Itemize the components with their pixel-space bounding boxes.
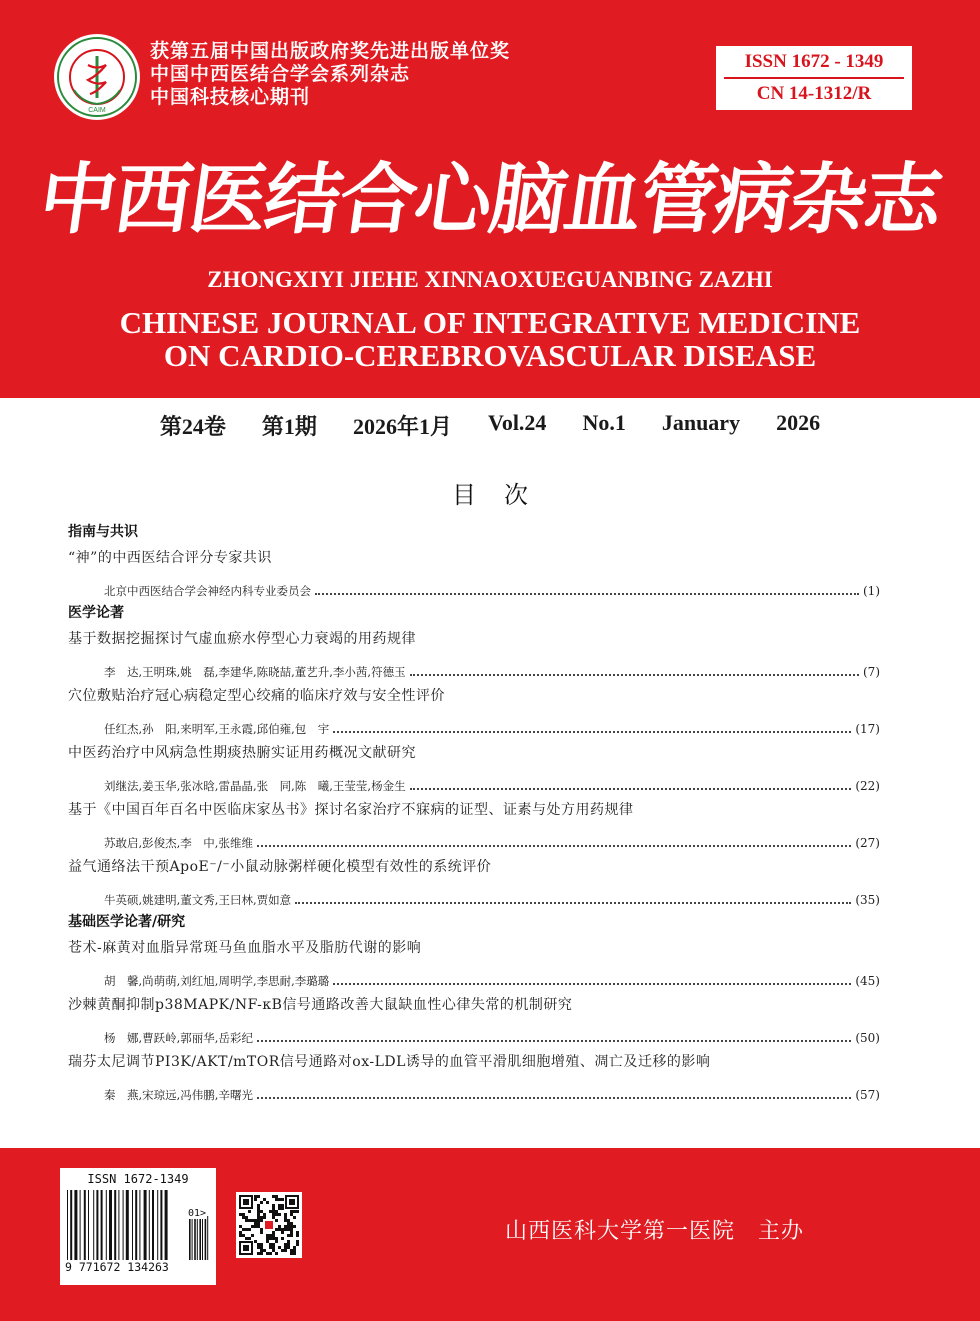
article-page[interactable]: (7) — [863, 665, 880, 679]
emblem-icon — [52, 32, 142, 122]
article-title[interactable]: 基于《中国百年百名中医临床家丛书》探讨名家治疗不寐病的证型、证素与处方用药规律 — [68, 802, 634, 818]
dot-leader — [333, 983, 851, 985]
article-authors-row — [68, 882, 880, 910]
dot-leader — [410, 674, 859, 676]
article-page[interactable]: (1) — [863, 584, 880, 598]
barcode-addon: 01> — [187, 1208, 206, 1219]
honor-line: 获第五届中国出版政府奖先进出版单位奖 — [150, 40, 511, 62]
barcode-graphic — [65, 1190, 211, 1260]
article-authors-row — [68, 711, 880, 739]
article-page[interactable]: (57) — [855, 1088, 880, 1102]
honor-line: 中国科技核心期刊 — [150, 86, 311, 108]
qr-code[interactable] — [236, 1192, 302, 1258]
article-page[interactable]: (22) — [855, 779, 880, 793]
barcode-bars — [65, 1190, 211, 1260]
article-page[interactable]: (17) — [855, 722, 880, 736]
article-page[interactable]: (45) — [855, 974, 880, 988]
article-page[interactable]: (50) — [855, 1031, 880, 1045]
article-title[interactable]: 益气通络法干预ApoE⁻/⁻小鼠动脉粥样硬化模型有效性的系统评价 — [68, 859, 492, 875]
journal-title-pinyin: ZHONGXIYI JIEHE XINNAOXUEGUANBING ZAZHI — [207, 267, 773, 292]
volume-cn: 第24卷 — [159, 414, 226, 439]
article-title[interactable]: 中医药治疗中风病急性期痰热腑实证用药概况文献研究 — [68, 745, 416, 761]
dot-leader — [257, 845, 851, 847]
article-authors-row — [68, 768, 880, 796]
year-en: 2026 — [776, 410, 821, 435]
article-authors: 苏敢启,彭俊杰,李 中,张维维 — [104, 836, 253, 850]
article-authors: 胡 馨,尚萌萌,刘红旭,周明学,李思耐,李璐璐 — [104, 974, 330, 988]
article-authors: 牛英硕,姚建明,董文秀,王曰林,贾如意 — [104, 893, 292, 907]
article-authors-row — [68, 825, 880, 853]
article-authors-row — [68, 573, 880, 601]
journal-title-chinese: 中西医结合心脑血管病杂志 — [33, 155, 947, 245]
article-authors: 杨 娜,曹跃岭,郭丽华,岳彩纪 — [104, 1031, 253, 1045]
journal-title-english — [0, 306, 980, 372]
article-page[interactable]: (35) — [855, 893, 880, 907]
article-authors-row — [68, 963, 880, 991]
article-authors: 秦 燕,宋琼远,冯伟鹏,辛曙光 — [104, 1088, 253, 1102]
journal-title-english-line2: ON CARDIO-CEREBROVASCULAR DISEASE — [163, 338, 817, 373]
article-title[interactable]: “神”的中西医结合评分专家共识 — [68, 550, 272, 566]
article-authors: 刘继法,姜玉华,张冰晗,雷晶晶,张 同,陈 曦,王莹莹,杨金生 — [104, 779, 406, 793]
article-authors-row — [68, 1077, 880, 1105]
issue-info — [0, 410, 980, 441]
honor-line: 中国中西医结合学会系列杂志 — [150, 63, 411, 85]
emblem-label: CAIM — [88, 107, 106, 114]
dot-leader — [257, 1040, 851, 1042]
toc-section-title: 基础医学论著/研究 — [68, 914, 186, 930]
dot-leader — [257, 1097, 851, 1099]
article-page[interactable]: (27) — [855, 836, 880, 850]
table-of-contents — [68, 520, 880, 1105]
article-title[interactable]: 穴位敷贴治疗冠心病稳定型心绞痛的临床疗效与安全性评价 — [68, 688, 445, 704]
article-title[interactable]: 沙棘黄酮抑制p38MAPK/NF-κB信号通路改善大鼠缺血性心律失常的机制研究 — [68, 997, 573, 1013]
honors-list — [150, 40, 710, 109]
publisher-host: 山西医科大学第一医院 主办 — [505, 1219, 805, 1244]
article-authors: 李 达,王明珠,姚 磊,李建华,陈晓喆,董艺升,李小茜,符德玉 — [104, 665, 406, 679]
article-title[interactable]: 苍术-麻黄对血脂异常斑马鱼血脂水平及脂肪代谢的影响 — [68, 940, 422, 956]
number-en: No.1 — [582, 410, 626, 435]
article-title[interactable]: 基于数据挖掘探讨气虚血瘀水停型心力衰竭的用药规律 — [68, 631, 416, 647]
date-cn: 2026年1月 — [352, 414, 452, 439]
article-authors: 任红杰,孙 阳,来明军,王永霞,邱伯雍,包 宇 — [104, 722, 330, 736]
dot-leader — [315, 593, 859, 595]
divider — [724, 77, 904, 79]
toc-section-title: 医学论著 — [68, 605, 124, 621]
dot-leader — [333, 731, 851, 733]
journal-title-english-line1: CHINESE JOURNAL OF INTEGRATIVE MEDICINE — [119, 305, 861, 340]
issn-number: ISSN 1672 - 1349 — [744, 51, 884, 72]
article-authors-row — [68, 654, 880, 682]
barcode — [60, 1168, 216, 1285]
dot-leader — [295, 902, 851, 904]
cn-number: CN 14-1312/R — [756, 83, 872, 104]
toc-section-title: 指南与共识 — [68, 524, 138, 540]
journal-identifiers — [716, 46, 912, 110]
barcode-issn: ISSN 1672-1349 — [87, 1172, 189, 1186]
article-authors-row — [68, 1020, 880, 1048]
article-authors: 北京中西医结合学会神经内科专业委员会 — [104, 584, 311, 598]
number-cn: 第1期 — [261, 414, 317, 439]
month-en: January — [661, 410, 741, 435]
barcode-number: 9 771672 134263 — [65, 1260, 169, 1274]
toc-heading: 目次 — [452, 481, 556, 509]
article-title[interactable]: 瑞芬太尼调节PI3K/AKT/mTOR信号通路对ox-LDL诱导的血管平滑肌细胞增殖、凋亡及迁移的影响 — [68, 1054, 711, 1070]
volume-en: Vol.24 — [487, 410, 547, 435]
dot-leader — [410, 788, 852, 790]
